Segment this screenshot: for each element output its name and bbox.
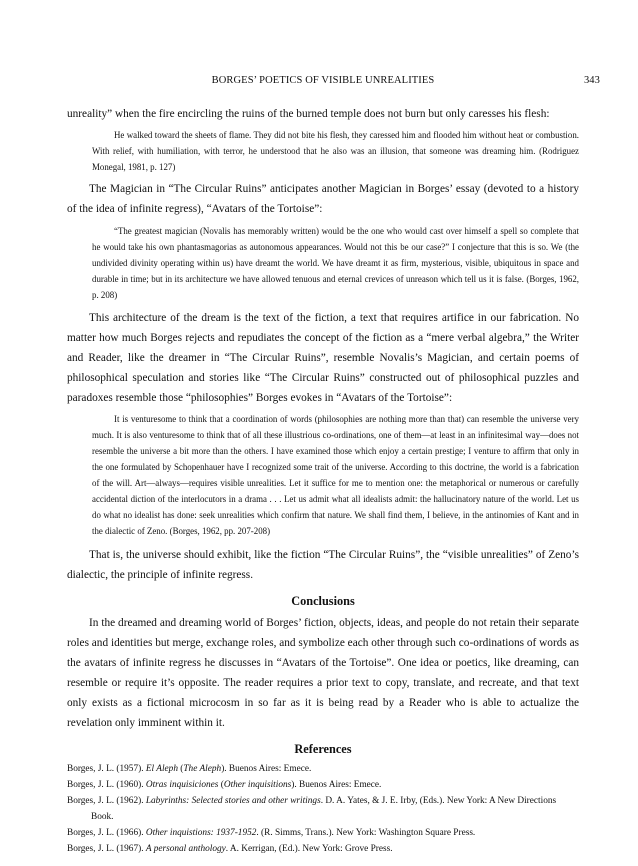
references-list [67,761,579,857]
references-heading: References [294,742,352,756]
paragraph-continuation: unreality” when the fire encircling the ruins of the burned temple does not burn but only caresses his flesh: [67,108,550,120]
reference-item: Borges, J. L. (1957). El Aleph (The Aleph). Buenos Aires: Emece. [67,764,312,774]
conclusions-heading: Conclusions [291,594,355,608]
conclusions-paragraph: In the dreamed and dreaming world of Borges’ fiction, objects, ideas, and people do not retain their separate roles and identities but merge, exchange roles, and symbolize each other through such co-ordinations of words as the avatars of infinite regress he discusses in “Avatars of the Tortoise”. One idea or poetics, like dreaming, can resemble or require it’s opposite. The reader requires a prior text to copy, translate, and recreate, and that text only exists as a fictional microcosm in so far as it is being read by a Reader who is able to actualize the revelation only imminent within it. [67,617,579,729]
page-number: 343 [583,75,600,86]
reference-item: Borges, J. L. (1962). Labyrinths: Selected stories and other writings. D. A. Yates, & J. E. Irby, (Eds.). New York: A New Directions Book. [67,796,557,822]
paragraph-architecture: This architecture of the dream is the text of the fiction, a text that requires artifice in our fabrication. No matter how much Borges rejects and repudiates the concept of the fiction as a “mere verbal algebra,” the Writer and Reader, like the dreamer in “The Circular Ruins”, resemble Novalis’s Magician, and certain poems of philosophical speculation and stories like “The Circular Ruins” constructed out of philosophical puzzles and paradoxes resemble those “philosophies” Borges evokes in “Avatars of the Tortoise”: [67,312,579,404]
block-quote-schopenhauer: It is venturesome to think that a coordination of words (philosophies are nothing more than that) can resemble the universe very much. It is also venturesome to think that of all these illustrious co-ordinations, one of them—at least in an infinitesimal way—does not resemble the universe a bit more than the others. I have examined those which enjoy a certain prestige; I venture to affirm that only in the one formulated by Schopenhauer have I recognized some trait of the universe. According to this doctrine, the world is a fabrication of the will. Art—always—requires visible unrealities. Let it suffice for me to mention one: the metaphorical or numerous or carefully accidental diction of the interlocutors in a drama . . . Let us admit what all idealists admit: the hallucinatory nature of the world. Let us do what no idealist has done: seek unrealities which confirm that nature. We shall find them, I believe, in the antinomies of Kant and in the dialectic of Zeno. (Borges, 1962, pp. 207-208) [92,414,579,536]
block-quote-novalis: “The greatest magician (Novalis has memorably written) would be the one who would cast over himself a spell so complete that he would take his own phantasmagorias as autonomous appearances. Would not this be our case?” I conjecture that this is so. We (the undivided divinity operating within us) have dreamt the world. We have dreamt it as firm, mysterious, visible, ubiquitous in space and durable in time; but in its architecture we have allowed tenuous and eternal crevices of unreason which tell us it is false. (Borges, 1962, p. 208) [92,226,579,300]
reference-item: Borges, J. L. (1966). Other inquistions: 1937-1952. (R. Simms, Trans.). New York: Washington Square Press. [67,828,476,838]
paragraph-magician: The Magician in “The Circular Ruins” anticipates another Magician in Borges’ essay (devoted to a history of the idea of infinite regress), “Avatars of the Tortoise”: [67,183,579,215]
paragraph-universe: That is, the universe should exhibit, like the fiction “The Circular Ruins”, the “visible unrealities” of Zeno’s dialectic, the principle of infinite regress. [67,549,579,581]
running-title: BORGES’ POETICS OF VISIBLE UNREALITIES [211,75,435,86]
reference-item: Borges, J. L. (1967). A personal anthology. A. Kerrigan, (Ed.). New York: Grove Press. [67,844,393,854]
reference-item: Borges, J. L. (1960). Otras inquisiciones (Other inquisitions). Buenos Aires: Emece. [67,780,382,790]
article-body [67,104,579,857]
block-quote-rodriguez: He walked toward the sheets of flame. They did not bite his flesh, they caressed him and flooded him without heat or combustion. With relief, with humiliation, with terror, he understood that he also was an illusion, that someone was dreaming him. (Rodriguez Monegal, 1981, p. 127) [92,130,579,172]
